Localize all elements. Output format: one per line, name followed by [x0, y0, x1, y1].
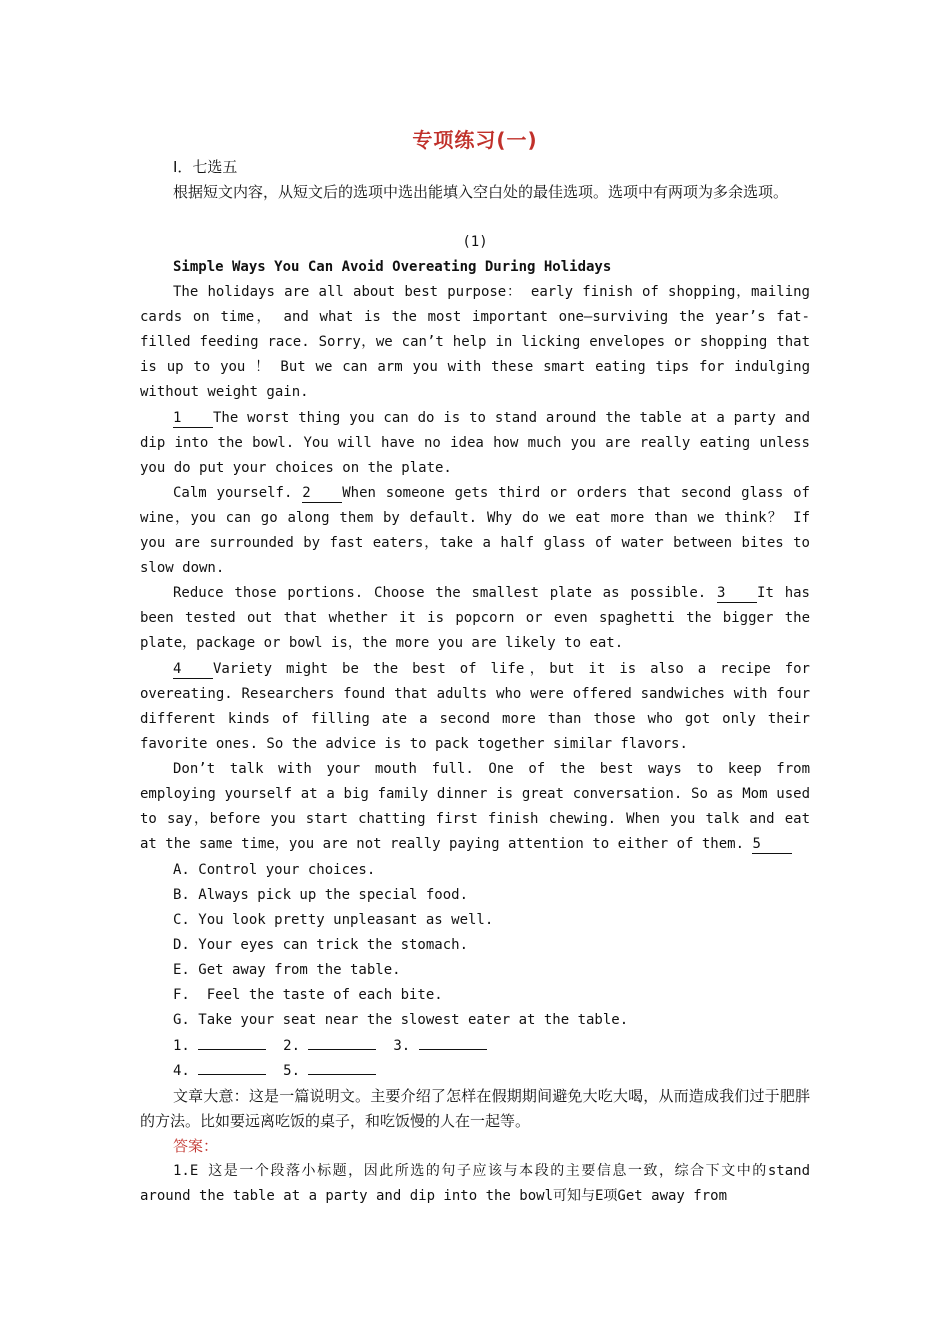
option-d: D. Your eyes can trick the stomach.: [173, 937, 469, 953]
paragraph-5-text: Don’t talk with your mouth full. One of the best ways to keep from employing yourself at a big family dinner is great conversation. So as Mom used to say，before you start chatting first finish chewing. When you talk and eat at the same time，you are not really paying attention to either of them.: [140, 761, 810, 852]
answer-field-4[interactable]: [198, 1060, 266, 1075]
paragraph-2: [140, 481, 810, 581]
option-c: C. You look pretty unpleasant as well.: [173, 912, 494, 928]
passage-title: Simple Ways You Can Avoid Overeating During Holidays: [173, 259, 612, 275]
paragraph-1: [140, 406, 810, 481]
answer-slots-row-2: 4. 5.: [173, 1059, 376, 1084]
option-e: E. Get away from the table.: [173, 962, 401, 978]
blank-2[interactable]: 2: [302, 484, 342, 503]
blank-1[interactable]: 1: [173, 409, 213, 428]
option-f: F. Feel the taste of each bite.: [173, 987, 443, 1003]
explanation-1: 1.E 这是一个段落小标题，因此所选的句子应该与本段的主要信息一致，综合下文中的stand around the table at a party and dip into the bowl可知与E项Get away from: [140, 1163, 810, 1204]
paragraph-4-text: Variety might be the best of life，but it is also a recipe for overeating. Researchers found that adults who were offered sandwiches with four different kinds of filling ate a second more than those who got only their favorite ones. So the advice is to pack together similar flavors.: [140, 661, 810, 752]
paragraph-3-lead: Reduce those portions. Choose the smallest plate as possible.: [173, 585, 718, 601]
paragraph-3-text: It has been tested out that whether it is popcorn or even spaghetti the bigger the plate，package or bowl is，the more you are likely to eat.: [140, 585, 810, 651]
intro-paragraph: The holidays are all about best purpose： early finish of shopping，mailing cards on time， and what is the most important one—surviving the year’s fat-filled feeding race. Sorry，we can’t help in licking envelopes or shopping that is up to you ！ But we can arm you with these smart eating tips for indulging without weight gain.: [140, 284, 810, 400]
section-heading: Ⅰ．七选五: [173, 158, 238, 176]
paragraph-4: [140, 657, 810, 757]
paragraph-1-text: The worst thing you can do is to stand around the table at a party and dip into the bowl. You will have no idea how much you are really eating unless you do put your choices on the plate.: [140, 410, 810, 476]
paragraph-5: [140, 757, 810, 857]
answer-field-3[interactable]: [419, 1035, 487, 1050]
passage-number: (1): [462, 234, 488, 250]
blank-5[interactable]: 5: [752, 835, 792, 854]
page-title: 专项练习(一): [412, 128, 538, 152]
option-g: G. Take your seat near the slowest eater at the table.: [173, 1012, 629, 1028]
answer-slots-row-1: 1. 2. 3.: [173, 1034, 487, 1059]
answer-label: 答案：: [173, 1137, 219, 1155]
instructions: 根据短文内容，从短文后的选项中选出能填入空白处的最佳选项。选项中有两项为多余选项。: [173, 183, 789, 201]
answer-field-5[interactable]: [308, 1060, 376, 1075]
option-a: A. Control your choices.: [173, 862, 376, 878]
paragraph-3: [140, 581, 810, 656]
answer-field-2[interactable]: [308, 1035, 376, 1050]
paragraph-2-text: When someone gets third or orders that second glass of wine，you can go along them by default. Why do we eat more than we think？ If you are surrounded by fast eaters，take a half glass of water between bites to slow down.: [140, 485, 810, 576]
summary: 文章大意：这是一篇说明文。主要介绍了怎样在假期期间避免大吃大喝，从而造成我们过于肥胖的方法。比如要远离吃饭的桌子，和吃饭慢的人在一起等。: [140, 1087, 810, 1130]
paragraph-2-lead: Calm yourself.: [173, 485, 303, 501]
blank-4[interactable]: 4: [173, 660, 213, 679]
option-b: B. Always pick up the special food.: [173, 887, 469, 903]
blank-3[interactable]: 3: [717, 584, 757, 603]
answer-field-1[interactable]: [198, 1035, 266, 1050]
